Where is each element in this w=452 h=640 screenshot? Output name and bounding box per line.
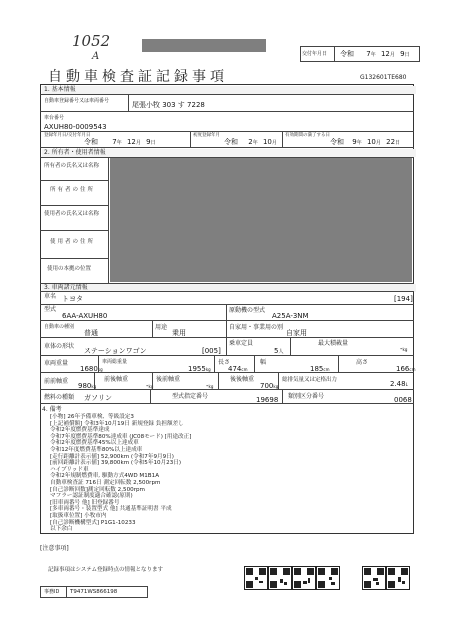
redacted-owner-block bbox=[110, 158, 412, 282]
body-shape-value: ステーションワゴン bbox=[84, 347, 147, 355]
remark-line: 自動車検査証 716日 測定回転数 2,500rpm bbox=[50, 479, 161, 486]
vehicle-weight-value: 1680kg bbox=[80, 365, 103, 373]
category-no-label: 類別区分番号 bbox=[288, 393, 325, 400]
vin-value: AXUH80-0009543 bbox=[44, 123, 107, 131]
maker-code: [194] bbox=[394, 295, 413, 303]
gross-weight-label: 車両総重量 bbox=[102, 359, 128, 365]
rear-axle-value: 700kg bbox=[260, 382, 279, 390]
office-id-label: 事務ID bbox=[44, 589, 60, 595]
handwritten-number: 1052 bbox=[72, 32, 111, 50]
rear-axle-label: 後後軸重 bbox=[230, 376, 255, 383]
remark-line: [走行距離計表示値] 52,900km (令和7年9月9日) bbox=[50, 453, 174, 460]
page-title: 自動車検査証記録事項 bbox=[48, 69, 228, 85]
fuel-label: 燃料の種類 bbox=[44, 394, 75, 401]
type-no-label: 型式指定番号 bbox=[172, 393, 209, 400]
body-shape-code: [005] bbox=[202, 347, 221, 355]
vehicle-weight-label: 車両重量 bbox=[44, 360, 69, 367]
model-label: 型式 bbox=[44, 306, 57, 313]
engine-label: 原動機の型式 bbox=[229, 307, 266, 314]
issue-date-value: 令和 7年 12月 9日 bbox=[340, 50, 410, 58]
fuel-value: ガソリン bbox=[84, 394, 112, 402]
maker-label: 車名 bbox=[44, 293, 57, 300]
expiry-value: 令和 9年 10月 22日 bbox=[330, 138, 401, 146]
vehicle-class-value: 普通 bbox=[84, 329, 98, 337]
first-registration-value: 令和 7年 12月 9日 bbox=[84, 138, 156, 146]
front-axle-label: 前前軸重 bbox=[44, 378, 69, 385]
qr-code-icon bbox=[268, 566, 292, 590]
remark-line: [旧車両番号 他] 旧登録番号 bbox=[50, 499, 120, 506]
height-label: 高さ bbox=[356, 359, 369, 366]
first-year-label: 初度登録年月 bbox=[193, 133, 220, 138]
user-address-label: 使用者の住所 bbox=[50, 239, 96, 245]
engine-value: A25A-3NM bbox=[272, 312, 309, 320]
max-load-label: 最大積載量 bbox=[318, 340, 349, 347]
category-no-value: 0068 bbox=[394, 396, 412, 404]
remark-line: [多車両番号・装置型式 他] 共通基準証明書 平成 bbox=[50, 506, 172, 513]
private-label: 自家用・事業用の別 bbox=[229, 324, 284, 331]
capacity-label: 乗車定員 bbox=[229, 340, 254, 347]
owner-address-label: 所有者の住所 bbox=[50, 187, 96, 193]
rear-front-axle-label: 後前軸重 bbox=[156, 376, 181, 383]
remark-line: 以下余白 bbox=[50, 526, 73, 533]
qr-code-icon bbox=[362, 566, 386, 590]
remark-line: [上記補償額] 令和3年10月19日 新規登録 負担額差し bbox=[50, 420, 184, 427]
remark-line: [小物] 26年予備車検、等級設定3 bbox=[50, 414, 134, 420]
displacement-value: 2.48L bbox=[390, 380, 408, 388]
registration-value: 尾張小牧 303 す 7228 bbox=[132, 101, 205, 109]
remark-line: 令和7年度燃費基準80%達成車 (JC08モード) [用途改正] bbox=[50, 433, 192, 440]
remark-line: マフラー認証制度適合確認(原則) bbox=[50, 493, 133, 500]
length-value: 474cm bbox=[228, 365, 248, 373]
private-value: 自家用 bbox=[286, 329, 307, 337]
model-value: 6AA-AXUH80 bbox=[62, 312, 108, 320]
use-value: 乗用 bbox=[172, 329, 186, 337]
gross-weight-value: 1955kg bbox=[188, 365, 211, 373]
issue-date-label: 交付年月日 bbox=[302, 51, 328, 57]
width-label: 幅 bbox=[260, 359, 267, 366]
qr-code-icon bbox=[292, 566, 316, 590]
maker-value: トヨタ bbox=[62, 295, 83, 303]
qr-code-icon bbox=[386, 566, 410, 590]
max-load-value: -kg bbox=[400, 345, 408, 353]
height-value: 166cm bbox=[396, 365, 416, 373]
front-rear-axle-value: -kg bbox=[146, 382, 154, 390]
section-owner-heading: 2. 所有者・使用者情報 bbox=[42, 149, 416, 157]
remark-line: 令和2年度燃費基準達成 bbox=[50, 427, 110, 434]
notes-text: 記録事項はシステム登録時点の情報となります bbox=[48, 567, 163, 573]
length-label: 長さ bbox=[218, 359, 231, 366]
front-axle-value: 980kg bbox=[78, 382, 97, 390]
remark-line: 令和2年規制燃費車, 駆動方式4WD M1B1A bbox=[50, 473, 160, 480]
owner-name-label: 所有者の氏名又は名称 bbox=[44, 163, 100, 169]
document-code: G132601TE680 bbox=[360, 74, 407, 81]
vin-label: 車台番号 bbox=[44, 115, 65, 121]
front-rear-axle-label: 前後軸重 bbox=[104, 376, 129, 383]
office-id-value: T9471WS866198 bbox=[70, 589, 118, 595]
body-shape-label: 車体の形状 bbox=[44, 343, 75, 350]
displacement-label: 総排気量又は定格出力 bbox=[282, 377, 338, 383]
qr-code-icon bbox=[244, 566, 268, 590]
base-location-label: 使用の本拠の位置 bbox=[47, 266, 92, 272]
section-spec-heading: 3. 車両諸元情報 bbox=[42, 284, 416, 292]
section-basic-heading: 1. 基本情報 bbox=[42, 86, 416, 94]
type-no-value: 19698 bbox=[256, 396, 279, 404]
qr-code-icon bbox=[316, 566, 340, 590]
remark-line: [自己診断機構型式] P1G1-10233 bbox=[50, 519, 136, 526]
first-year-value: 令和 2年 10月 bbox=[224, 138, 277, 146]
handwritten-letter: A bbox=[92, 51, 100, 62]
rear-front-axle-value: -kg bbox=[206, 382, 214, 390]
first-registration-label: 登録年月日/交付年月日 bbox=[44, 133, 91, 138]
remark-line: [前回距離計表示値] 39,800km (令和5年10月23日) bbox=[50, 460, 182, 467]
remarks-list bbox=[50, 415, 300, 534]
remark-line: ハイブリッド車 bbox=[50, 466, 89, 473]
expiry-label: 有効期間の満了する日 bbox=[285, 133, 330, 138]
remark-line: [自己診断回数]測定回転数 2,500rpm bbox=[50, 486, 145, 493]
use-label: 用途 bbox=[155, 324, 168, 331]
registration-label: 自動車登録番号又は車両番号 bbox=[44, 98, 110, 104]
remark-line: 令和2年度燃費基準45%以上達成車 bbox=[50, 440, 139, 447]
remark-line: 令和12年度燃費基準80%以上達成車 bbox=[50, 446, 143, 453]
section-remarks-heading: 4. 備考 bbox=[42, 406, 62, 413]
notes-label: [注意事項] bbox=[40, 545, 69, 552]
width-value: 185cm bbox=[310, 365, 330, 373]
user-name-label: 使用者の氏名又は名称 bbox=[44, 211, 100, 217]
redacted-header-block bbox=[142, 39, 266, 52]
capacity-value: 5人 bbox=[274, 347, 284, 355]
remark-line: [取扱車位置] 小牧市内 bbox=[50, 512, 107, 519]
vehicle-class-label: 自動車の種別 bbox=[44, 324, 75, 330]
